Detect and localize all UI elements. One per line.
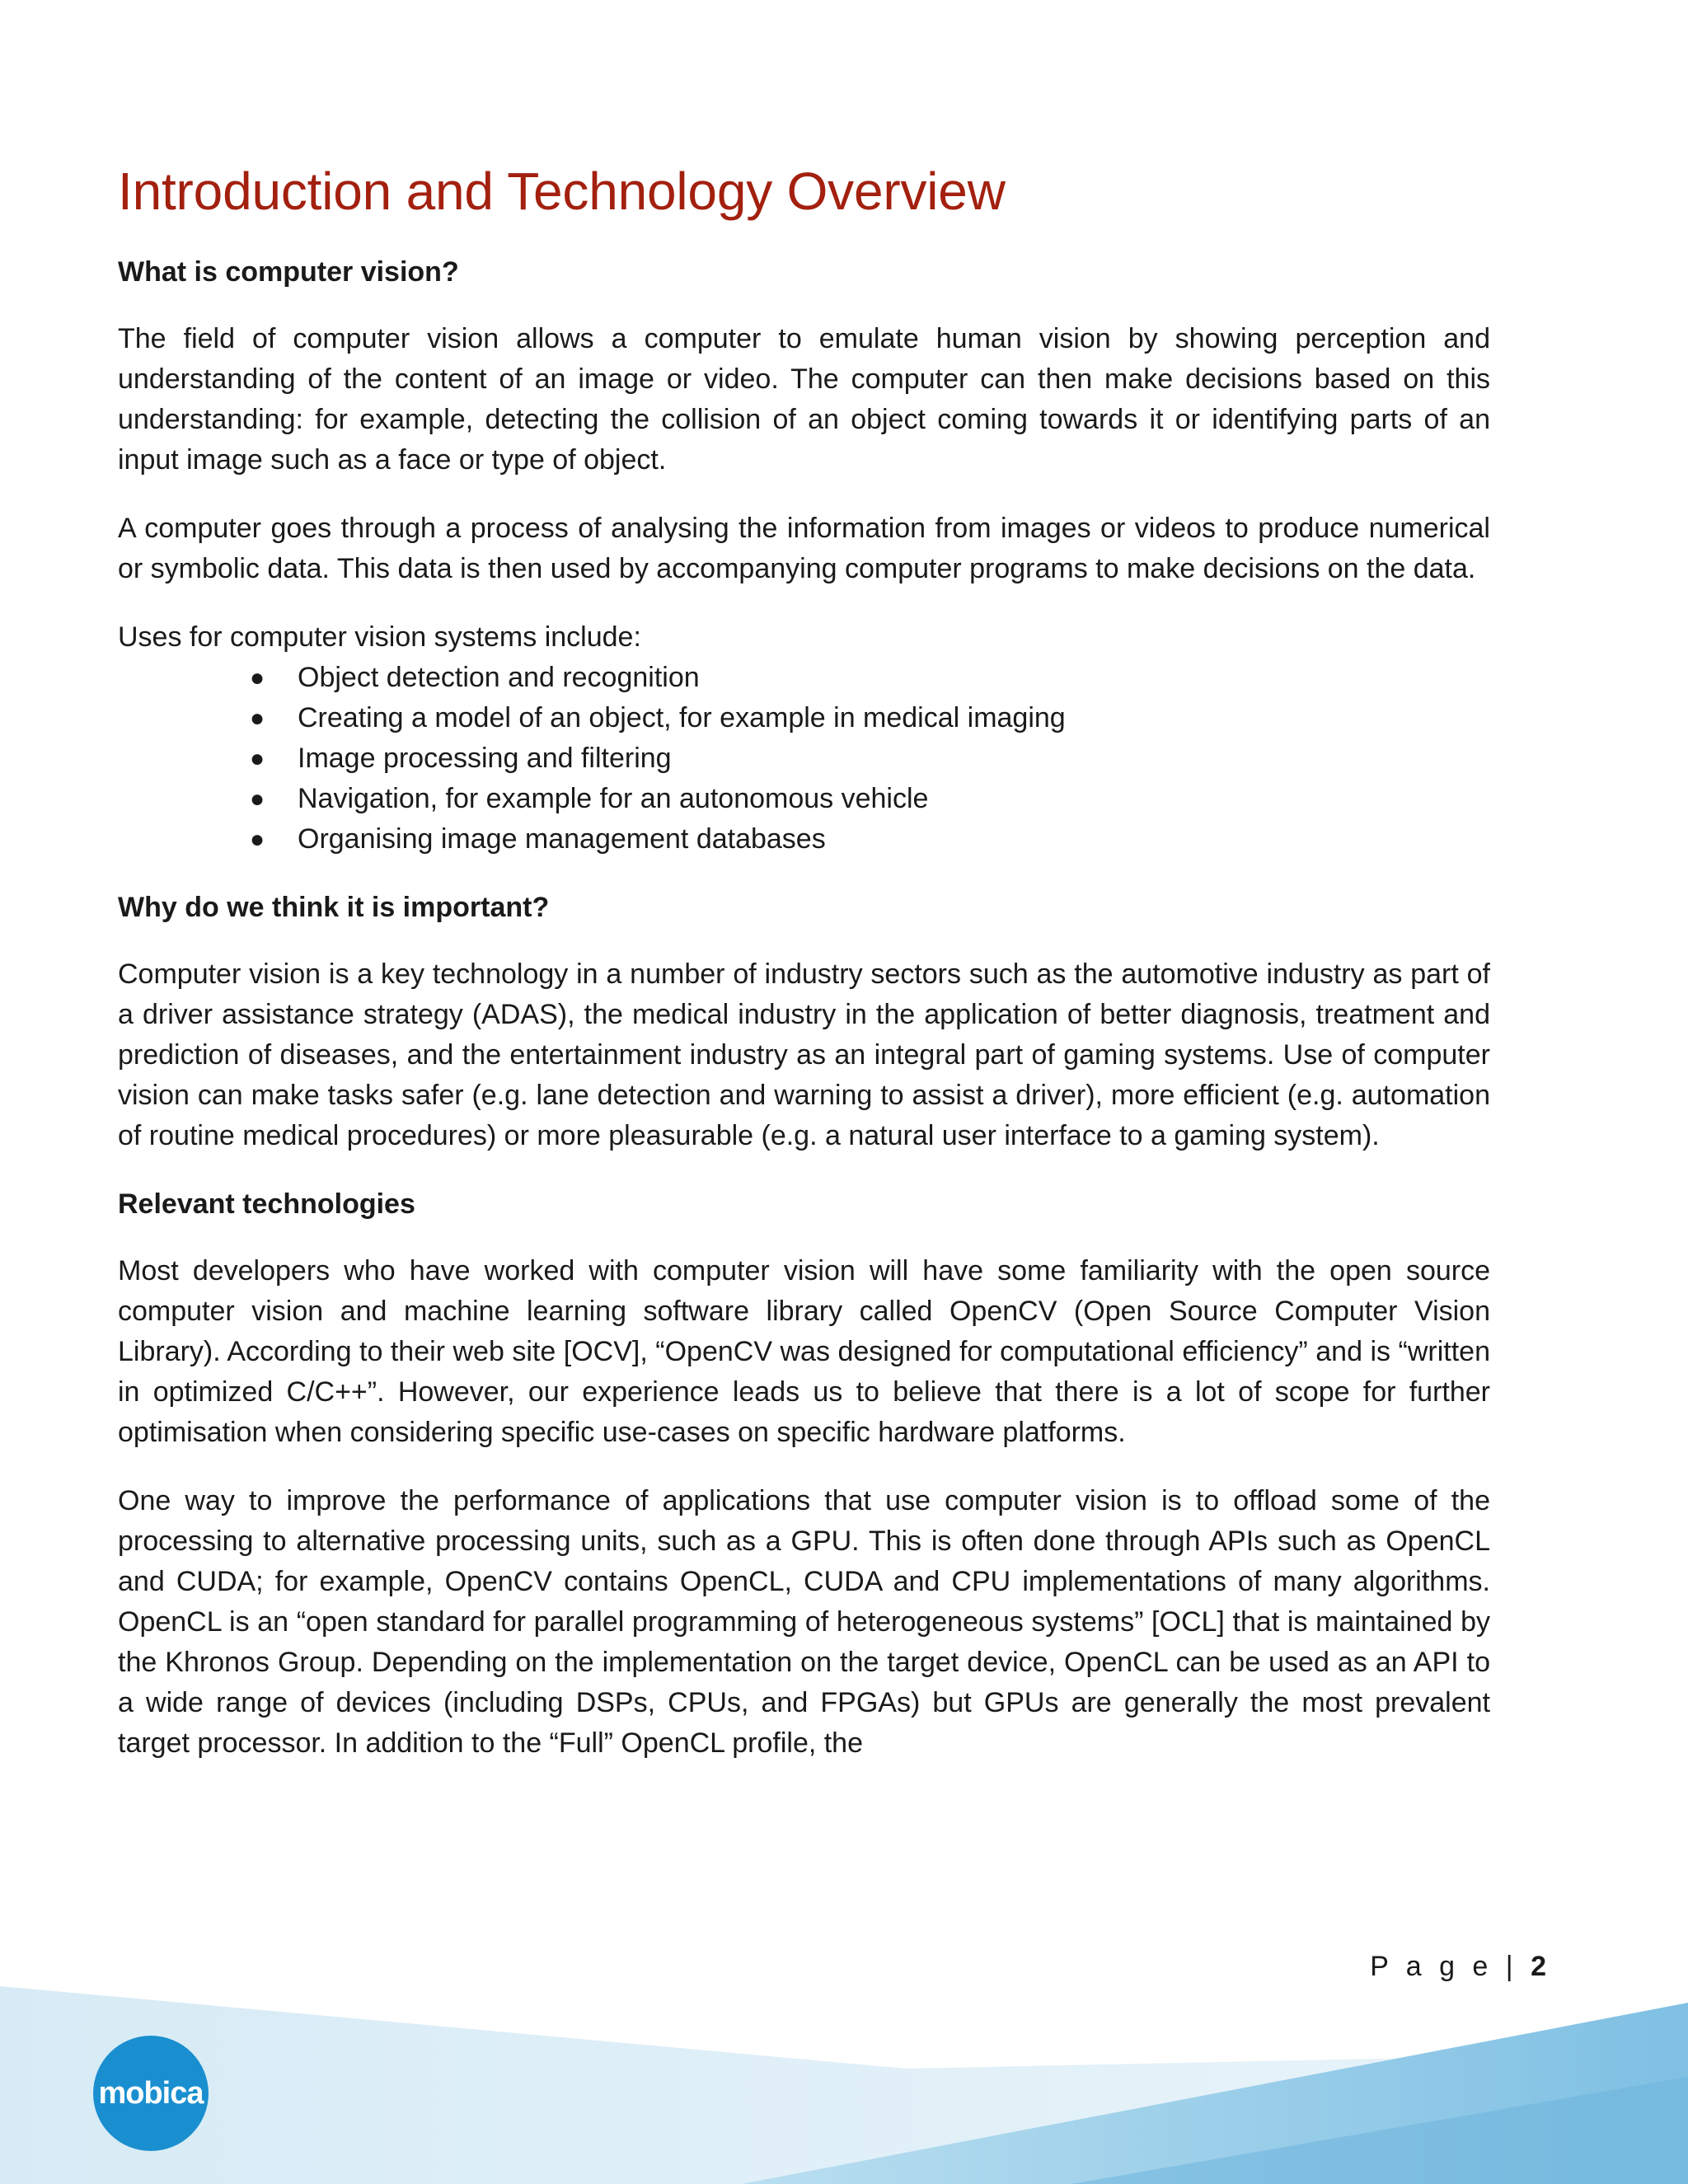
- bullet-icon: ●: [250, 664, 265, 691]
- list-item: [118, 819, 1490, 860]
- paragraph: Most developers who have worked with computer vision will have some familiarity with the open source computer vision and machine learning software library called OpenCV (Open Source Computer Vision Library). According to their web site [OCV], “OpenCV was designed for computational efficiency” and is “written in optimized C/C++”. However, our experience leads us to believe that there is a lot of scope for further optimisation when considering specific use-cases on specific hardware platforms.: [118, 1255, 1490, 1448]
- page-content: [118, 157, 1490, 1764]
- list-item-text: Creating a model of an object, for example in medical imaging: [298, 702, 1066, 733]
- list-item: [118, 738, 1490, 779]
- paragraph: The field of computer vision allows a computer to emulate human vision by showing perception and understanding of the content of an image or video. The computer can then make decisions based on this understanding: for example, detecting the collision of an object coming towards it or identifying parts of an input image such as a face or type of object.: [118, 323, 1490, 476]
- list-item-text: Object detection and recognition: [298, 662, 700, 693]
- page-label: P a g e |: [1370, 1951, 1518, 1982]
- section-heading-why-important: Why do we think it is important?: [118, 892, 550, 923]
- paragraph: A computer goes through a process of analysing the information from images or videos to produce numerical or symbolic data. This data is then used by accompanying computer programs to make decisions on the data.: [118, 513, 1490, 584]
- bullet-icon: ●: [250, 785, 265, 813]
- footer-wave-decoration: [0, 1961, 1688, 2184]
- list-item: [118, 779, 1490, 819]
- section-heading-relevant-technologies: Relevant technologies: [118, 1188, 415, 1220]
- mobica-logo: mobica: [93, 2036, 209, 2151]
- list-item-text: Navigation, for example for an autonomous vehicle: [298, 783, 929, 814]
- section-heading-what-is-cv: What is computer vision?: [118, 256, 459, 288]
- list-item: [118, 698, 1490, 738]
- bullet-icon: ●: [250, 745, 265, 772]
- uses-list: [118, 658, 1490, 860]
- page-title: Introduction and Technology Overview: [118, 162, 1006, 221]
- bullet-icon: ●: [250, 826, 265, 853]
- paragraph: Computer vision is a key technology in a number of industry sectors such as the automotive industry as part of a driver assistance strategy (ADAS), the medical industry in the application of better diagnosis, treatment and prediction of diseases, and the entertainment industry as an integral part of gaming systems. Use of computer vision can make tasks safer (e.g. lane detection and warning to assist a driver), more efficient (e.g. automation of routine medical procedures) or more pleasurable (e.g. a natural user interface to a gaming system).: [118, 958, 1490, 1151]
- list-item-text: Organising image management databases: [298, 823, 826, 855]
- page-number-value: 2: [1531, 1951, 1546, 1982]
- list-item: [118, 658, 1490, 698]
- list-intro: Uses for computer vision systems include:: [118, 621, 641, 653]
- paragraph: One way to improve the performance of applications that use computer vision is to offload some of the processing to alternative processing units, such as a GPU. This is often done through APIs such as OpenCL and CUDA; for example, OpenCV contains OpenCL, CUDA and CPU implementations of many algorithms. OpenCL is an “open standard for parallel programming of heterogeneous systems” [OCL] that is maintained by the Khronos Group. Depending on the implementation on the target device, OpenCL can be used as an API to a wide range of devices (including DSPs, CPUs, and FPGAs) but GPUs are generally the most prevalent target processor. In addition to the “Full” OpenCL profile, the: [118, 1485, 1490, 1759]
- list-item-text: Image processing and filtering: [298, 743, 672, 774]
- bullet-icon: ●: [250, 705, 265, 732]
